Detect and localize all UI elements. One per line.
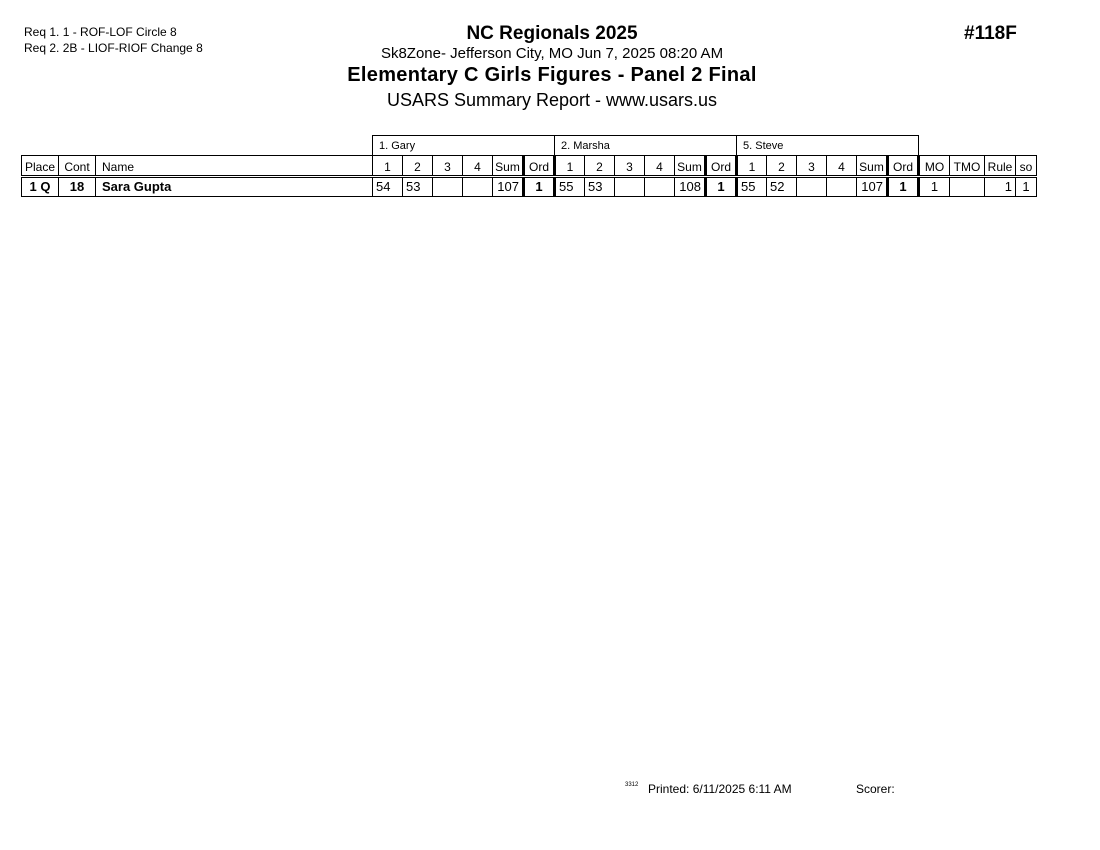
j1-score-3-cell — [433, 177, 463, 197]
mo-cell: 1 — [919, 177, 950, 197]
j2-ord-cell: 1 — [706, 177, 737, 197]
j1-score-2-cell: 53 — [403, 177, 433, 197]
col-j2-score-1: 1 — [555, 156, 585, 177]
j1-score-1-cell: 54 — [373, 177, 403, 197]
j3-sum-cell: 107 — [857, 177, 888, 197]
col-cont: Cont — [59, 156, 96, 177]
event-number: #118F — [964, 23, 1017, 44]
requirement-1: Req 1. 1 - ROF-LOF Circle 8 — [24, 25, 177, 39]
tmo-cell — [950, 177, 985, 197]
cont-cell: 18 — [59, 177, 96, 197]
results-table — [21, 135, 1037, 197]
col-place: Place — [22, 156, 59, 177]
j3-score-1-cell: 55 — [737, 177, 767, 197]
j2-score-1-cell: 55 — [555, 177, 585, 197]
col-j1-score-1: 1 — [373, 156, 403, 177]
col-mo: MO — [919, 156, 950, 177]
j2-sum-cell: 108 — [675, 177, 706, 197]
so-cell: 1 — [1016, 177, 1037, 197]
col-j1-ord: Ord — [524, 156, 555, 177]
col-so: so — [1016, 156, 1037, 177]
footer-code: 3312 — [625, 782, 639, 788]
col-j2-score-2: 2 — [585, 156, 615, 177]
venue-date: Sk8Zone- Jefferson City, MO Jun 7, 2025 08:20 AM — [380, 45, 724, 62]
col-j1-score-3: 3 — [433, 156, 463, 177]
judges-row — [22, 136, 1037, 156]
col-j3-score-2: 2 — [767, 156, 797, 177]
col-j2-ord: Ord — [706, 156, 737, 177]
j1-ord-cell: 1 — [524, 177, 555, 197]
col-j2-score-4: 4 — [645, 156, 675, 177]
col-j2-sum: Sum — [675, 156, 706, 177]
printed-timestamp: Printed: 6/11/2025 6:11 AM — [648, 782, 792, 796]
j3-score-4-cell — [827, 177, 857, 197]
col-j1-score-4: 4 — [463, 156, 493, 177]
judge-2-name: 2. Marsha — [555, 136, 737, 156]
j2-score-2-cell: 53 — [585, 177, 615, 197]
j1-score-4-cell — [463, 177, 493, 197]
col-j3-sum: Sum — [857, 156, 888, 177]
j3-ord-cell: 1 — [888, 177, 919, 197]
place-cell: 1 Q — [22, 177, 59, 197]
col-j3-score-1: 1 — [737, 156, 767, 177]
j3-score-2-cell: 52 — [767, 177, 797, 197]
judge-1-name: 1. Gary — [373, 136, 555, 156]
j3-score-3-cell — [797, 177, 827, 197]
skater-name-cell: Sara Gupta — [96, 177, 373, 197]
j2-score-4-cell — [645, 177, 675, 197]
report-title: USARS Summary Report - www.usars.us — [386, 90, 718, 110]
col-j1-sum: Sum — [493, 156, 524, 177]
j2-score-3-cell — [615, 177, 645, 197]
col-j2-score-3: 3 — [615, 156, 645, 177]
j1-sum-cell: 107 — [493, 177, 524, 197]
scorer-label: Scorer: — [856, 782, 895, 796]
event-title: Elementary C Girls Figures - Panel 2 Final — [347, 64, 757, 86]
table-row — [22, 177, 1037, 197]
col-j3-score-4: 4 — [827, 156, 857, 177]
judge-3-name: 5. Steve — [737, 136, 919, 156]
col-j3-ord: Ord — [888, 156, 919, 177]
col-tmo: TMO — [950, 156, 985, 177]
col-j3-score-3: 3 — [797, 156, 827, 177]
col-rule: Rule — [985, 156, 1016, 177]
competition-title: NC Regionals 2025 — [466, 23, 638, 44]
column-header-row — [22, 156, 1037, 177]
col-j1-score-2: 2 — [403, 156, 433, 177]
col-name: Name — [96, 156, 373, 177]
requirement-2: Req 2. 2B - LIOF-RIOF Change 8 — [24, 41, 203, 55]
rule-cell: 1 — [985, 177, 1016, 197]
